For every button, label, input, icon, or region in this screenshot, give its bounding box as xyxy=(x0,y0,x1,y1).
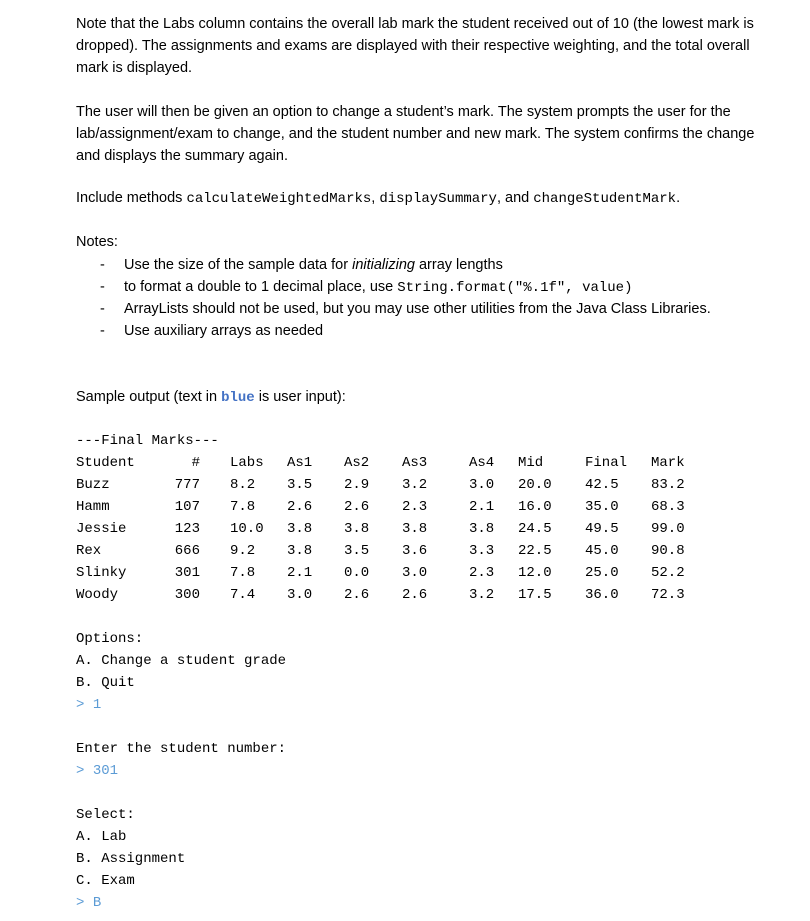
method-display-summary: displaySummary xyxy=(379,191,497,207)
table-cell-final: 45.0 xyxy=(585,543,619,559)
table-cell-number: 666 xyxy=(174,543,200,559)
table-cell-number: 301 xyxy=(174,565,200,581)
include-methods-prefix: Include methods xyxy=(76,190,187,206)
table-cell-mid: 20.0 xyxy=(518,477,552,493)
table-cell-as3: 2.3 xyxy=(402,499,428,515)
table-cell-mark: 99.0 xyxy=(651,521,685,537)
table-cell-as4: 3.2 xyxy=(469,587,495,603)
column-header-final: Final xyxy=(585,455,628,471)
table-cell-final: 35.0 xyxy=(585,499,619,515)
sample-output-caption xyxy=(76,386,346,409)
table-cell-as4: 3.0 xyxy=(469,477,495,493)
table-cell-labs: 7.8 xyxy=(230,565,256,581)
table-cell-as1: 2.1 xyxy=(287,565,313,581)
table-cell-as4: 2.1 xyxy=(469,499,495,515)
table-cell-as3: 3.6 xyxy=(402,543,428,559)
column-header-as3: As3 xyxy=(402,455,428,471)
table-cell-mark: 68.3 xyxy=(651,499,685,515)
list-item xyxy=(76,320,776,342)
select-title: Select: xyxy=(76,807,135,823)
table-cell-as3: 3.0 xyxy=(402,565,428,581)
table-cell-student: Jessie xyxy=(76,521,127,537)
table-cell-as4: 3.8 xyxy=(469,521,495,537)
table-cell-as1: 2.6 xyxy=(287,499,313,515)
select-lab: A. Lab xyxy=(76,829,127,845)
include-methods-sep1: , xyxy=(371,190,380,206)
user-input-student-number: 301 xyxy=(92,763,119,779)
list-dash: - xyxy=(100,323,105,339)
table-cell-number: 777 xyxy=(174,477,200,493)
table-cell-student: Rex xyxy=(76,543,102,559)
option-change-grade: A. Change a student grade xyxy=(76,653,287,669)
prompt-symbol: > xyxy=(76,763,85,779)
table-cell-mark: 90.8 xyxy=(651,543,685,559)
select-assignment: B. Assignment xyxy=(76,851,186,867)
paragraph-change-mark: The user will then be given an option to change a student’s mark. The system prompts the user for the lab/assignment/exam to change, and the student number and new mark. The system confirms the change and displays the summary again. xyxy=(76,104,755,164)
table-cell-mid: 17.5 xyxy=(518,587,552,603)
table-cell-student: Slinky xyxy=(76,565,127,581)
user-input-line xyxy=(76,892,101,914)
table-cell-mid: 22.5 xyxy=(518,543,552,559)
method-calculate-weighted-marks: calculateWeightedMarks xyxy=(186,191,372,207)
table-cell-final: 49.5 xyxy=(585,521,619,537)
table-cell-mid: 24.5 xyxy=(518,521,552,537)
user-input-line xyxy=(76,694,101,716)
column-header-student: Student xyxy=(76,455,135,471)
option-quit: B. Quit xyxy=(76,675,135,691)
sample-blue-word: blue xyxy=(221,390,255,406)
note-3: ArrayLists should not be used, but you may use other utilities from the Java Class Libraries. xyxy=(124,301,711,317)
enter-student-prompt: Enter the student number: xyxy=(76,741,287,757)
table-cell-number: 300 xyxy=(174,587,200,603)
table-cell-final: 42.5 xyxy=(585,477,619,493)
table-cell-labs: 9.2 xyxy=(230,543,256,559)
table-cell-as2: 2.6 xyxy=(344,499,370,515)
notes-list xyxy=(76,254,776,342)
table-cell-as1: 3.5 xyxy=(287,477,313,493)
list-dash: - xyxy=(100,301,105,317)
table-cell-mark: 83.2 xyxy=(651,477,685,493)
table-cell-labs: 10.0 xyxy=(230,521,264,537)
table-cell-number: 107 xyxy=(174,499,200,515)
paragraph-labs-column: Note that the Labs column contains the overall lab mark the student received out of 10 (the lowest mark is dropped). The assignments and exams are displayed with their respective weighting, and the total overall mark is displayed. xyxy=(76,16,754,76)
table-cell-student: Woody xyxy=(76,587,119,603)
table-cell-as2: 3.8 xyxy=(344,521,370,537)
table-cell-as4: 2.3 xyxy=(469,565,495,581)
console-title: ---Final Marks--- xyxy=(76,433,219,449)
column-header-as2: As2 xyxy=(344,455,370,471)
table-cell-as2: 2.9 xyxy=(344,477,370,493)
list-item xyxy=(76,254,776,276)
table-cell-as3: 3.8 xyxy=(402,521,428,537)
options-title: Options: xyxy=(76,631,144,647)
sample-suffix: is user input): xyxy=(254,389,346,405)
select-exam: C. Exam xyxy=(76,873,135,889)
column-header-mid: Mid xyxy=(518,455,544,471)
table-cell-as1: 3.8 xyxy=(287,543,313,559)
table-cell-as2: 3.5 xyxy=(344,543,370,559)
user-input-line xyxy=(76,760,118,782)
table-cell-student: Buzz xyxy=(76,477,110,493)
user-input-category: B xyxy=(92,895,102,911)
method-change-student-mark: changeStudentMark xyxy=(533,191,677,207)
include-methods-sep2: , and xyxy=(496,190,534,206)
list-item xyxy=(76,298,776,320)
table-cell-mid: 12.0 xyxy=(518,565,552,581)
list-dash: - xyxy=(100,279,105,295)
table-cell-as2: 2.6 xyxy=(344,587,370,603)
table-cell-student: Hamm xyxy=(76,499,110,515)
include-methods-suffix: . xyxy=(676,190,681,206)
table-cell-mid: 16.0 xyxy=(518,499,552,515)
table-cell-as3: 3.2 xyxy=(402,477,428,493)
column-header-as4: As4 xyxy=(469,455,495,471)
note-1-suffix: array lengths xyxy=(414,257,503,273)
table-cell-as4: 3.3 xyxy=(469,543,495,559)
list-dash: - xyxy=(100,257,105,273)
table-cell-mark: 72.3 xyxy=(651,587,685,603)
table-cell-as2: 0.0 xyxy=(344,565,370,581)
note-4: Use auxiliary arrays as needed xyxy=(124,323,324,339)
table-cell-as1: 3.8 xyxy=(287,521,313,537)
prompt-symbol: > xyxy=(76,697,85,713)
note-1-emphasis: initializing xyxy=(352,257,415,273)
list-item xyxy=(76,276,776,298)
table-cell-number: 123 xyxy=(174,521,200,537)
table-cell-labs: 7.4 xyxy=(230,587,256,603)
table-cell-labs: 8.2 xyxy=(230,477,256,493)
table-cell-labs: 7.8 xyxy=(230,499,256,515)
sample-prefix: Sample output (text in xyxy=(76,389,222,405)
note-2-code: String.format("%.1f", value) xyxy=(397,280,633,296)
user-input-option: 1 xyxy=(92,697,102,713)
table-cell-mark: 52.2 xyxy=(651,565,685,581)
column-header-mark: Mark xyxy=(651,455,685,471)
note-2-prefix: to format a double to 1 decimal place, use xyxy=(124,279,398,295)
column-header-labs: Labs xyxy=(230,455,264,471)
table-cell-final: 25.0 xyxy=(585,565,619,581)
note-1-prefix: Use the size of the sample data for xyxy=(124,257,353,273)
column-header-number: # xyxy=(191,455,200,471)
table-cell-as3: 2.6 xyxy=(402,587,428,603)
table-cell-final: 36.0 xyxy=(585,587,619,603)
paragraph-include-methods xyxy=(76,187,776,210)
notes-heading: Notes: xyxy=(76,234,118,250)
column-header-as1: As1 xyxy=(287,455,313,471)
prompt-symbol: > xyxy=(76,895,85,911)
table-cell-as1: 3.0 xyxy=(287,587,313,603)
